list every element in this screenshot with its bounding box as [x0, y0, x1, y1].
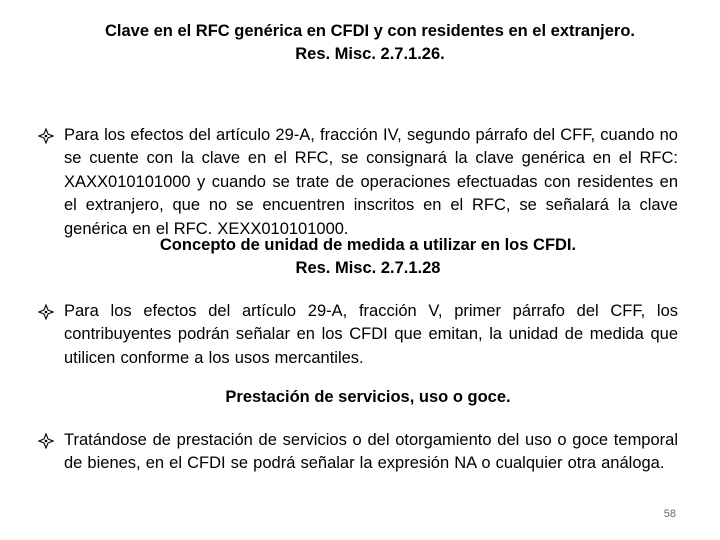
section-2-body: Para los efectos del artículo 29-A, fracción V, primer párrafo del CFF, los contribuyentes podrán señalar en los CFDI que emitan, la unidad de medida que utilicen conforme a los usos mercantiles.: [64, 302, 678, 367]
section-1-title: Clave en el RFC genérica en CFDI y con residentes en el extranjero.: [104, 22, 636, 40]
section-1-reference: Res. Misc. 2.7.1.26.: [295, 45, 445, 63]
diamond-bullet-icon: [38, 304, 54, 320]
page-number: 58: [663, 508, 676, 520]
diamond-bullet-icon: [38, 433, 54, 449]
diamond-bullet-icon: [38, 128, 54, 144]
section-3-bullet-paragraph: [38, 429, 678, 476]
section-1-body: Para los efectos del artículo 29-A, fracción IV, segundo párrafo del CFF, cuando no se cuente con la clave en el RFC, se consignará la clave genérica en el RFC: XAXX010101000 y cuando se trate de operaciones efectuadas con residentes en el extranjero, que no se encuentren inscritos en el RFC, se señalará la clave genérica en el RFC. XEXX010101000.: [64, 126, 678, 238]
section-1-bullet-paragraph: [38, 124, 678, 241]
section-1-heading: [70, 20, 670, 66]
section-3-body: Tratándose de prestación de servicios o del otorgamiento del uso o goce temporal de bienes, en el CFDI se podrá señalar la expresión NA o cualquier otra análoga.: [64, 431, 678, 473]
section-2-heading: [60, 234, 676, 280]
section-3-title: Prestación de servicios, uso o goce.: [225, 388, 511, 406]
section-2-reference: Res. Misc. 2.7.1.28: [295, 259, 441, 277]
section-3-heading: [60, 386, 676, 409]
section-2-title: Concepto de unidad de medida a utilizar en los CFDI.: [159, 236, 577, 254]
section-2-bullet-paragraph: [38, 300, 678, 370]
